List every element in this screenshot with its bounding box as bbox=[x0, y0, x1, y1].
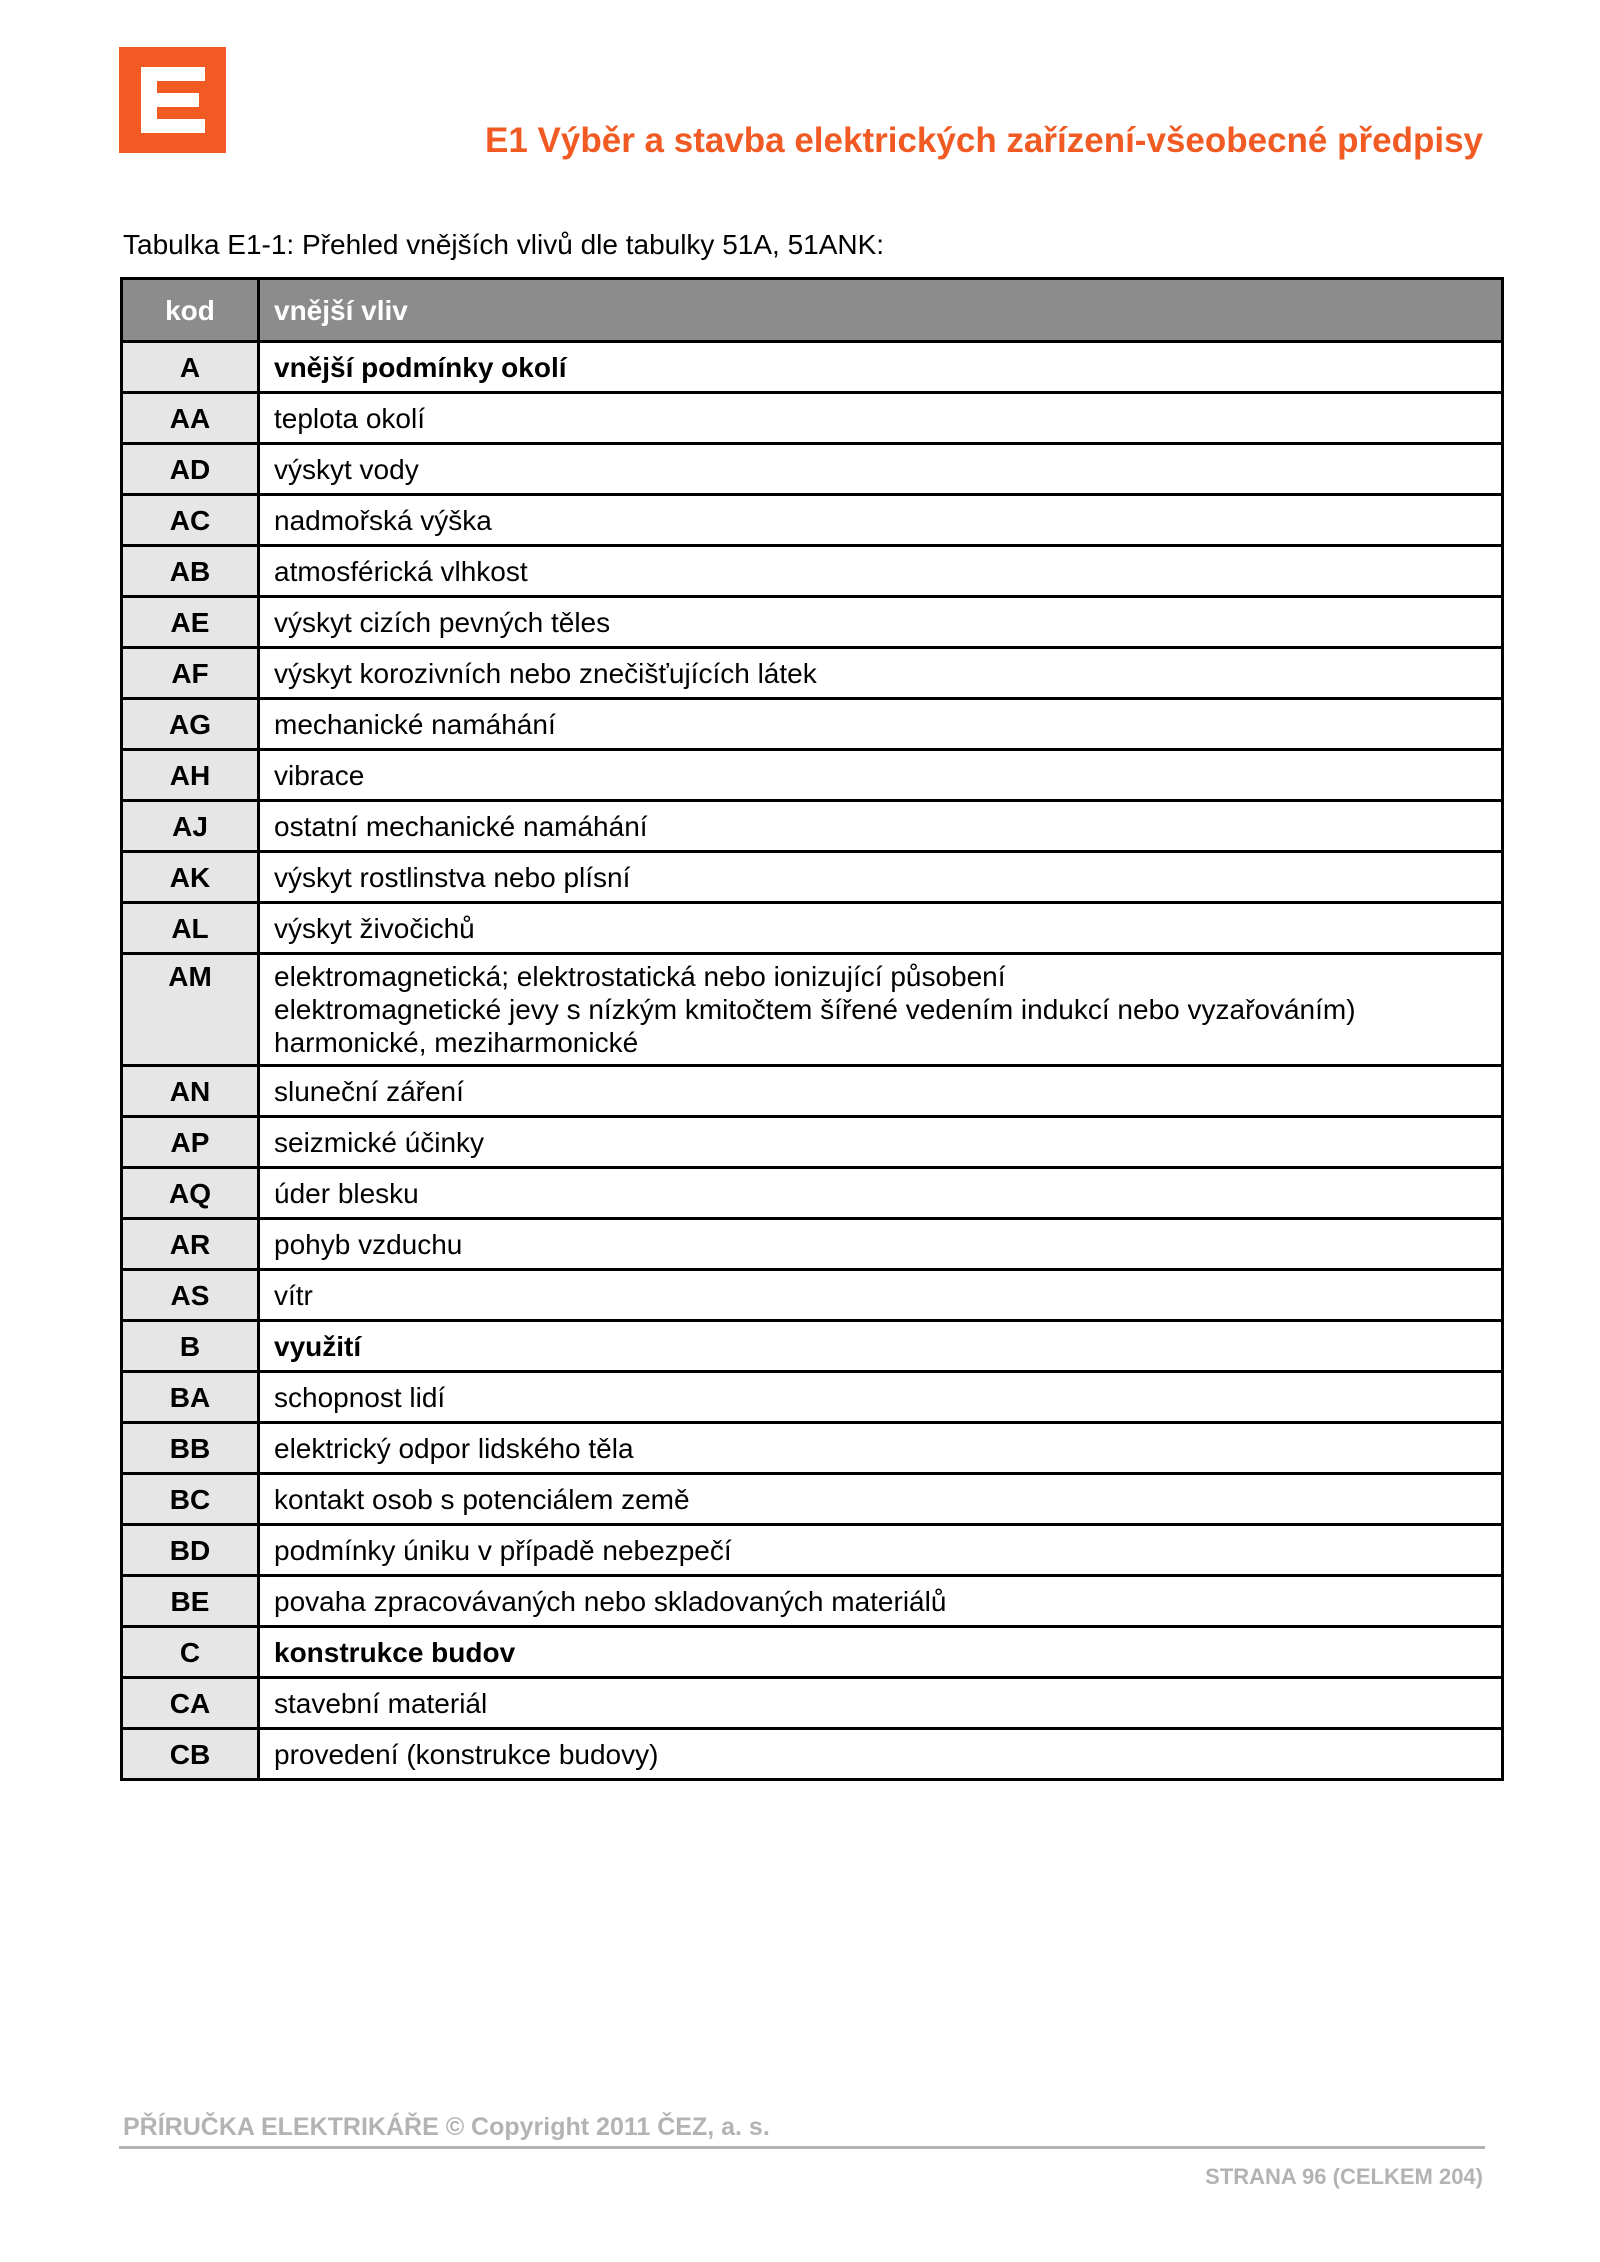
table-row bbox=[122, 1729, 1503, 1780]
influence-description-line: teplota okolí bbox=[274, 402, 425, 434]
table-row bbox=[122, 699, 1503, 750]
influence-description bbox=[259, 1576, 1503, 1627]
influence-description bbox=[259, 597, 1503, 648]
external-influences-table bbox=[120, 277, 1504, 1781]
influence-code: B bbox=[122, 1321, 259, 1372]
influence-description-line: schopnost lidí bbox=[274, 1381, 446, 1413]
influence-description-line: elektrický odpor lidského těla bbox=[274, 1432, 634, 1464]
influence-description bbox=[259, 393, 1503, 444]
influence-description bbox=[259, 1678, 1503, 1729]
influence-description-line: výskyt korozivních nebo znečišťujících látek bbox=[274, 657, 817, 689]
column-header-code: kod bbox=[122, 279, 259, 342]
influence-code: AS bbox=[122, 1270, 259, 1321]
influence-description-line: ostatní mechanické namáhání bbox=[274, 810, 648, 842]
influence-description-line: podmínky úniku v případě nebezpečí bbox=[274, 1534, 732, 1566]
influence-description bbox=[259, 1627, 1503, 1678]
table-row bbox=[122, 1423, 1503, 1474]
influence-description-line: provedení (konstrukce budovy) bbox=[274, 1738, 659, 1770]
influence-code: CA bbox=[122, 1678, 259, 1729]
influence-description bbox=[259, 1321, 1503, 1372]
influence-description bbox=[259, 1168, 1503, 1219]
table-section-row bbox=[122, 1627, 1503, 1678]
table-caption: Tabulka E1-1: Přehled vnějších vlivů dle tabulky 51A, 51ANK: bbox=[123, 229, 885, 260]
influence-description bbox=[259, 648, 1503, 699]
influence-description-line: výskyt vody bbox=[274, 453, 419, 485]
influence-description-line: povaha zpracovávaných nebo skladovaných materiálů bbox=[274, 1585, 947, 1617]
influence-code: AH bbox=[122, 750, 259, 801]
influence-description-line: seizmické účinky bbox=[274, 1126, 485, 1158]
influence-code: AC bbox=[122, 495, 259, 546]
influence-code: AL bbox=[122, 903, 259, 954]
influence-code: AG bbox=[122, 699, 259, 750]
table-row bbox=[122, 1372, 1503, 1423]
influence-code: C bbox=[122, 1627, 259, 1678]
influence-description-line: využití bbox=[274, 1330, 362, 1362]
influence-description-line: vibrace bbox=[274, 759, 365, 791]
influence-description-line: atmosférická vlhkost bbox=[274, 555, 528, 587]
influence-description-line: elektromagnetické jevy s nízkým kmitočtem šířené vedením indukcí nebo vyzařováním) bbox=[274, 994, 1356, 1025]
influence-description-line: úder blesku bbox=[274, 1177, 419, 1209]
cez-logo-icon bbox=[119, 47, 226, 153]
table-row bbox=[122, 1219, 1503, 1270]
table-row bbox=[122, 597, 1503, 648]
influence-code: BD bbox=[122, 1525, 259, 1576]
influence-description bbox=[259, 546, 1503, 597]
table-row bbox=[122, 648, 1503, 699]
influence-description bbox=[259, 801, 1503, 852]
influence-code: BA bbox=[122, 1372, 259, 1423]
influence-description-line: konstrukce budov bbox=[274, 1636, 516, 1668]
table-row bbox=[122, 1474, 1503, 1525]
influence-code: BB bbox=[122, 1423, 259, 1474]
table-body bbox=[122, 342, 1503, 1780]
column-header-influence: vnější vliv bbox=[259, 279, 1503, 342]
footer-page-number: STRANA 96 (CELKEM 204) bbox=[1205, 2164, 1483, 2189]
influence-code: AR bbox=[122, 1219, 259, 1270]
influence-description bbox=[259, 1270, 1503, 1321]
influence-code: AK bbox=[122, 852, 259, 903]
influence-description-line: kontakt osob s potenciálem země bbox=[274, 1483, 690, 1515]
influence-description bbox=[259, 1372, 1503, 1423]
influence-code: AF bbox=[122, 648, 259, 699]
influence-code: AE bbox=[122, 597, 259, 648]
influence-description bbox=[259, 1066, 1503, 1117]
influence-code: AA bbox=[122, 393, 259, 444]
table-row bbox=[122, 444, 1503, 495]
influence-description-line: vnější podmínky okolí bbox=[274, 351, 567, 383]
influence-description bbox=[259, 1729, 1503, 1780]
influence-description-line: harmonické, meziharmonické bbox=[274, 1027, 639, 1058]
table-row bbox=[122, 495, 1503, 546]
table-row bbox=[122, 1576, 1503, 1627]
influence-description bbox=[259, 852, 1503, 903]
influence-code: AP bbox=[122, 1117, 259, 1168]
influence-description bbox=[259, 1525, 1503, 1576]
influence-code: BE bbox=[122, 1576, 259, 1627]
cez-logo bbox=[119, 47, 226, 153]
table-row bbox=[122, 750, 1503, 801]
footer-divider bbox=[119, 2146, 1485, 2149]
influence-description bbox=[259, 750, 1503, 801]
table-row bbox=[122, 1678, 1503, 1729]
influence-description bbox=[259, 342, 1503, 393]
influence-description bbox=[259, 444, 1503, 495]
influence-description-line: výskyt živočichů bbox=[274, 912, 475, 944]
influence-description bbox=[259, 699, 1503, 750]
influence-description bbox=[259, 954, 1503, 1066]
influence-description-line: výskyt cizích pevných těles bbox=[274, 606, 611, 638]
influence-code: AD bbox=[122, 444, 259, 495]
table-section-row bbox=[122, 1321, 1503, 1372]
influence-description-line: nadmořská výška bbox=[274, 504, 492, 536]
influence-description bbox=[259, 1474, 1503, 1525]
influence-description-line: výskyt rostlinstva nebo plísní bbox=[274, 861, 631, 893]
influence-code: AJ bbox=[122, 801, 259, 852]
table-row bbox=[122, 903, 1503, 954]
influence-code: AN bbox=[122, 1066, 259, 1117]
influence-description bbox=[259, 1117, 1503, 1168]
influence-description-line: stavební materiál bbox=[274, 1687, 488, 1719]
influence-code: AB bbox=[122, 546, 259, 597]
footer-copyright: PŘÍRUČKA ELEKTRIKÁŘE © Copyright 2011 ČEZ, a. s. bbox=[123, 2113, 770, 2141]
table-row bbox=[122, 1066, 1503, 1117]
influence-description bbox=[259, 903, 1503, 954]
influence-description-line: mechanické namáhání bbox=[274, 708, 556, 740]
table-row bbox=[122, 1117, 1503, 1168]
influence-description-line: pohyb vzduchu bbox=[274, 1228, 463, 1260]
table-section-row bbox=[122, 342, 1503, 393]
influence-description bbox=[259, 1423, 1503, 1474]
influence-code: CB bbox=[122, 1729, 259, 1780]
table-row bbox=[122, 954, 1503, 1066]
table-row bbox=[122, 546, 1503, 597]
table-row bbox=[122, 1525, 1503, 1576]
influence-code: BC bbox=[122, 1474, 259, 1525]
table-row bbox=[122, 801, 1503, 852]
influence-code: AQ bbox=[122, 1168, 259, 1219]
influence-description-line: sluneční záření bbox=[274, 1075, 464, 1107]
table-header-row bbox=[122, 279, 1503, 342]
table-row bbox=[122, 1168, 1503, 1219]
document-title: E1 Výběr a stavba elektrických zařízení-všeobecné předpisy bbox=[485, 121, 1483, 160]
table-row bbox=[122, 852, 1503, 903]
table-row bbox=[122, 393, 1503, 444]
influence-description bbox=[259, 1219, 1503, 1270]
influence-code: AM bbox=[122, 954, 259, 1066]
influence-description-line: vítr bbox=[274, 1279, 313, 1311]
influence-description bbox=[259, 495, 1503, 546]
influence-code: A bbox=[122, 342, 259, 393]
influence-description-line: elektromagnetická; elektrostatická nebo ionizující působení bbox=[274, 961, 1006, 992]
table-row bbox=[122, 1270, 1503, 1321]
